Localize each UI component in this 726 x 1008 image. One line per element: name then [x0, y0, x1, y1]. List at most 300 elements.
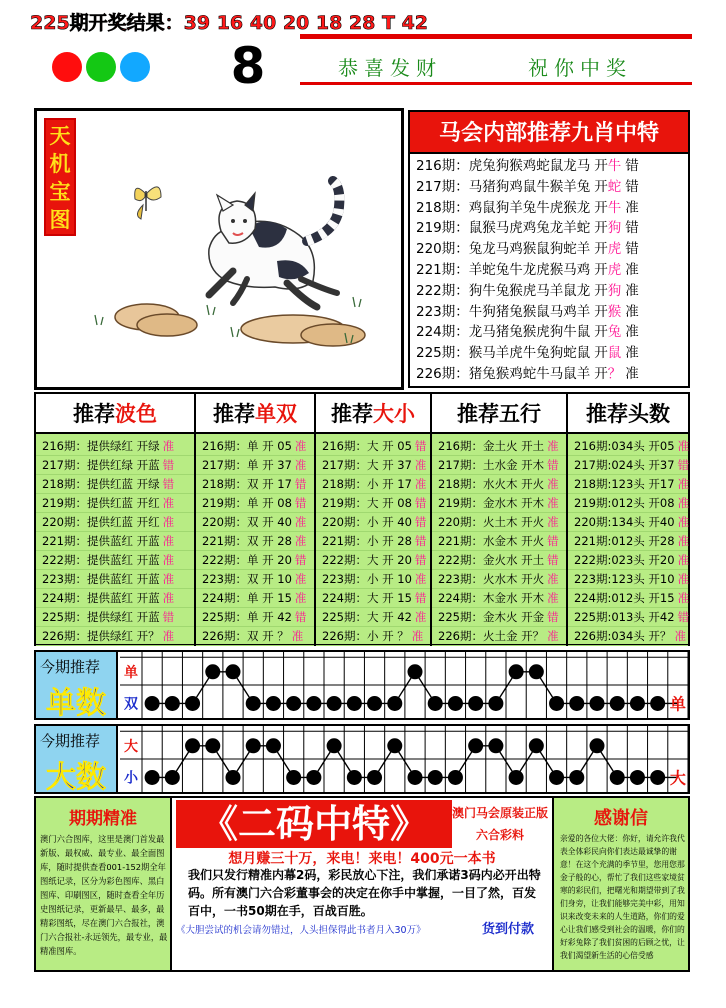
row-text: 220期：小 开 40: [322, 515, 412, 529]
cat-icon: [209, 181, 340, 307]
table-row: [568, 437, 688, 456]
blue-ball-icon: [120, 52, 150, 82]
trend-dot: [448, 696, 463, 711]
trend-dot: [145, 696, 160, 711]
row-label-top: 大: [124, 738, 138, 755]
row-result: 准: [677, 591, 690, 605]
table-row: [432, 570, 566, 589]
head-emphasis: 大小: [373, 401, 415, 426]
row-animals: 马猪狗鸡鼠牛猴羊兔: [468, 178, 591, 195]
row-text: 217期：大 开 37: [322, 458, 412, 472]
table-row: [316, 513, 430, 532]
row-text: 218期:123头 开17: [574, 477, 675, 491]
big-small-label: [36, 726, 118, 795]
table-row: [432, 589, 566, 608]
trend-dot: [468, 696, 483, 711]
row-result: 准: [625, 199, 639, 216]
two-code-slogan: 想月赚三十万，来电！来电！400元一本书: [228, 851, 496, 867]
row-animals: 猴马羊虎牛兔狗蛇鼠: [468, 345, 591, 362]
trend-dot: [226, 770, 241, 785]
row-result: 错: [547, 458, 559, 472]
row-result: 准: [625, 345, 639, 362]
trend-dot: [610, 696, 625, 711]
row-text: 226期：火土金 开？: [438, 629, 545, 643]
row-text: 217期：提供红绿 开蓝: [42, 458, 160, 472]
trend-dot: [549, 770, 564, 785]
column-bose-rows: [36, 434, 194, 646]
row-text: 217期：土水金 开木: [438, 458, 545, 472]
table-row: [36, 627, 194, 646]
table-row: [36, 494, 194, 513]
table-row: [568, 456, 688, 475]
nine-zodiac-row: [416, 322, 688, 343]
table-row: [196, 456, 314, 475]
table-row: [196, 475, 314, 494]
table-row: [316, 608, 430, 627]
table-row: [196, 627, 314, 646]
row-open-label: 开: [594, 199, 608, 216]
row-animals: 鼠猴马虎鸡兔龙羊蛇: [468, 220, 591, 237]
table-row: [568, 494, 688, 513]
table-row: [36, 475, 194, 494]
row-open-label: 开: [594, 241, 608, 258]
row-text: 220期：双 开 40: [202, 515, 292, 529]
nine-zodiac-row: [416, 281, 688, 302]
trend-dot: [408, 770, 423, 785]
row-animals: 羊蛇兔牛龙虎猴马鸡: [468, 261, 591, 278]
row-period: 222期：: [416, 282, 469, 299]
nine-zodiac-row: [416, 218, 688, 239]
row-text: 226期：双 开 ？: [202, 629, 289, 643]
big-small-trend-panel: [34, 724, 690, 794]
row-result: 准: [411, 629, 424, 643]
nine-zodiac-row: [416, 239, 688, 260]
trend-dot: [286, 696, 301, 711]
row-text: 216期：金土火 开土: [438, 439, 545, 453]
row-result: 错: [294, 477, 307, 491]
column-daxiao-head: [316, 394, 430, 434]
big-small-trend-grid: [120, 726, 688, 792]
row-text: 218期：小 开 17: [322, 477, 412, 491]
trend-dot: [286, 770, 301, 785]
trend-result-label: 大: [669, 768, 686, 788]
row-text: 216期：单 开 05: [202, 439, 292, 453]
row-text: 222期：大 开 20: [322, 553, 412, 567]
table-row: [432, 456, 566, 475]
head-prefix: 推荐: [213, 401, 255, 426]
row-text: 219期：提供红蓝 开红: [42, 496, 160, 510]
odd-even-label: [36, 652, 118, 721]
row-text: 221期：提供蓝红 开蓝: [42, 534, 160, 548]
row-result: 准: [625, 282, 639, 299]
row-result: 准: [162, 629, 175, 643]
trend-dot: [266, 696, 281, 711]
row-result: 错: [414, 515, 427, 529]
table-row: [196, 532, 314, 551]
table-row: [432, 513, 566, 532]
row-result: 错: [414, 553, 427, 567]
table-row: [316, 570, 430, 589]
row-period: 220期：: [416, 241, 469, 258]
thanks-title: 感谢信: [594, 808, 648, 829]
rocks-icon: [115, 304, 365, 346]
row-text: 217期：单 开 37: [202, 458, 292, 472]
nine-zodiac-row: [416, 198, 688, 219]
row-period: 218期：: [416, 199, 469, 216]
table-row: [316, 475, 430, 494]
row-result: 错: [294, 553, 307, 567]
row-result: 准: [162, 515, 175, 529]
row-result: 错: [625, 220, 639, 237]
column-danshuang-rows: [196, 434, 314, 646]
two-code-side-note: 澳门马会原装正版六合彩料: [452, 806, 549, 842]
row-hit-zodiac: 兔: [607, 324, 622, 341]
row-result: 准: [291, 629, 304, 643]
row-period: 216期：: [416, 158, 469, 174]
row-result: 错: [677, 458, 690, 472]
nine-zodiac-list: [408, 154, 690, 388]
row-label-bottom: 小: [124, 770, 138, 787]
trend-dot: [367, 696, 382, 711]
panel-label-top: 今期推荐: [40, 732, 101, 750]
row-open-label: 开: [594, 158, 608, 174]
row-result: 错: [625, 178, 639, 195]
row-period: 225期：: [416, 345, 469, 362]
row-label-top: 单: [124, 664, 138, 681]
nine-zodiac-row: [416, 343, 688, 364]
column-bose: [36, 394, 196, 644]
trend-dot: [185, 696, 200, 711]
row-period: 217期：: [416, 178, 469, 195]
row-result: 错: [625, 158, 639, 174]
row-result: 准: [414, 610, 427, 624]
row-text: 226期:034头 开？: [574, 629, 672, 643]
slogan-fortune: 恭喜发财: [338, 56, 442, 80]
trend-dot: [145, 770, 160, 785]
row-text: 220期:134头 开40: [574, 515, 675, 529]
row-text: 223期：小 开 10: [322, 572, 412, 586]
column-danshuang-head: [196, 394, 314, 434]
row-result: 准: [677, 553, 690, 567]
row-text: 223期:123头 开10: [574, 572, 675, 586]
row-result: 准: [547, 591, 559, 605]
row-text: 222期：提供蓝红 开蓝: [42, 553, 160, 567]
column-wuxing-rows: [432, 434, 566, 646]
nine-zodiac-title: 马会内部推荐九肖中特: [408, 110, 690, 154]
row-result: 错: [414, 496, 427, 510]
table-row: [432, 551, 566, 570]
row-hit-zodiac: 蛇: [607, 178, 622, 195]
column-toushu-head: 推荐头数: [568, 394, 688, 434]
row-result: 准: [547, 629, 559, 643]
table-row: [568, 608, 688, 627]
table-row: [316, 589, 430, 608]
row-result: 准: [162, 496, 175, 510]
table-row: [36, 532, 194, 551]
row-result: 错: [547, 534, 559, 548]
row-result: 错: [162, 610, 175, 624]
table-row: [568, 475, 688, 494]
row-text: 218期：水火木 开火: [438, 477, 545, 491]
column-daxiao-rows: [316, 434, 430, 646]
row-hit-zodiac: 牛: [607, 158, 622, 174]
trend-dot: [488, 696, 503, 711]
trend-dot: [408, 664, 423, 679]
row-result: 错: [677, 610, 690, 624]
row-text: 223期：火水木 开火: [438, 572, 545, 586]
row-text: 219期：单 开 08: [202, 496, 292, 510]
row-text: 225期:013头 开42: [574, 610, 675, 624]
head-prefix: 推荐: [331, 401, 373, 426]
row-text: 226期：提供绿红 开？: [42, 629, 160, 643]
row-hit-zodiac: 鼠: [607, 345, 622, 362]
row-text: 224期：木金水 开木: [438, 591, 545, 605]
head-prefix: 推荐: [73, 401, 115, 426]
table-row: [432, 437, 566, 456]
nine-zodiac-row: [416, 260, 688, 281]
trend-dot: [387, 696, 402, 711]
row-text: 221期：水金木 开火: [438, 534, 545, 548]
table-row: [432, 627, 566, 646]
row-result: 准: [294, 534, 307, 548]
row-result: 准: [162, 572, 175, 586]
trend-dot: [488, 738, 503, 753]
trend-dot: [428, 696, 443, 711]
table-row: [568, 532, 688, 551]
row-hit-zodiac: 牛: [607, 199, 622, 216]
trend-dot: [610, 770, 625, 785]
trend-dot: [246, 738, 261, 753]
row-result: 准: [294, 572, 307, 586]
row-result: 准: [625, 324, 639, 341]
trend-dot: [529, 738, 544, 753]
row-result: 准: [625, 303, 639, 320]
trend-dot: [650, 770, 665, 785]
row-result: 错: [547, 553, 559, 567]
row-text: 226期：小 开 ？: [322, 629, 409, 643]
table-row: [568, 570, 688, 589]
table-row: [36, 513, 194, 532]
table-row: [568, 589, 688, 608]
row-open-label: 开: [594, 282, 608, 299]
row-label-bottom: 双: [124, 696, 138, 713]
header-rule-bottom: [300, 82, 692, 85]
row-text: 219期：大 开 08: [322, 496, 412, 510]
table-row: [316, 627, 430, 646]
row-animals: 龙马猪兔猴虎狗牛鼠: [468, 324, 591, 341]
recommendation-table: [34, 392, 690, 646]
two-code-body: 我们只发行精准内幕2码，彩民放心下注，我们承诺3码内必开出特码。所有澳门六合彩董事会的决定在你手中掌握，一目了然，百发百中，一书50期在手，百战百胜。: [188, 868, 541, 918]
trend-dot: [590, 696, 605, 711]
column-danshuang: [196, 394, 316, 644]
row-text: 222期:023头 开20: [574, 553, 675, 567]
row-open-label: 开: [594, 261, 608, 278]
row-result: 准: [294, 591, 307, 605]
row-hit-zodiac: 狗: [607, 220, 622, 237]
row-result: 准: [414, 572, 427, 586]
row-result: 准: [625, 261, 639, 278]
trend-dot: [327, 738, 342, 753]
row-result: 准: [414, 477, 427, 491]
row-result: 准: [162, 534, 175, 548]
row-text: 219期：金水木 开木: [438, 496, 545, 510]
row-text: 225期：单 开 42: [202, 610, 292, 624]
trend-dot: [205, 738, 220, 753]
row-hit-zodiac: 猴: [607, 303, 622, 320]
panel-label-big: 大数: [46, 760, 106, 795]
table-row: [196, 551, 314, 570]
row-result: 错: [294, 610, 307, 624]
row-result: 准: [547, 477, 559, 491]
trend-dot: [509, 664, 524, 679]
row-hit-zodiac: 虎: [607, 261, 622, 278]
row-animals: 猪兔猴鸡蛇牛马鼠羊: [468, 365, 591, 382]
table-row: [196, 608, 314, 627]
table-row: [316, 551, 430, 570]
row-hit-zodiac: 狗: [607, 282, 622, 299]
red-ball-icon: [52, 52, 82, 82]
nine-zodiac-row: [416, 302, 688, 323]
row-text: 224期：提供蓝红 开蓝: [42, 591, 160, 605]
table-row: [316, 437, 430, 456]
nine-zodiac-row: [416, 156, 688, 177]
row-text: 216期:034头 开05: [574, 439, 675, 453]
row-period: 224期：: [416, 324, 469, 341]
row-text: 224期：大 开 15: [322, 591, 412, 605]
row-result: 准: [547, 572, 559, 586]
row-result: 错: [414, 591, 427, 605]
table-row: [432, 532, 566, 551]
table-row: [568, 551, 688, 570]
row-result: 准: [162, 439, 175, 453]
row-period: 221期：: [416, 261, 469, 278]
row-result: 准: [294, 515, 307, 529]
row-text: 225期：提供绿红 开蓝: [42, 610, 160, 624]
cat-butterfly-illustration: [37, 111, 401, 387]
row-text: 225期：大 开 42: [322, 610, 412, 624]
row-animals: 鸡鼠狗羊兔牛虎猴龙: [468, 199, 591, 216]
trend-dot: [428, 770, 443, 785]
nine-zodiac-row: [416, 177, 688, 198]
accuracy-title: 期期精准: [69, 809, 137, 829]
row-result: 准: [547, 515, 559, 529]
row-result: 准: [414, 458, 427, 472]
row-result: 错: [625, 241, 639, 258]
trend-dot: [205, 664, 220, 679]
table-row: [36, 589, 194, 608]
row-result: 准: [625, 365, 639, 382]
slogan-winning: 祝你中奖: [528, 56, 632, 80]
row-result: 准: [294, 458, 307, 472]
row-period: 226期：: [416, 365, 469, 382]
column-wuxing-head: 推荐五行: [432, 394, 566, 434]
column-toushu: [568, 394, 688, 644]
row-result: 准: [162, 591, 175, 605]
cash-on-delivery-label: 货到付款: [481, 922, 534, 937]
row-result: 准: [547, 439, 559, 453]
trend-dot: [590, 738, 605, 753]
row-text: 221期：双 开 28: [202, 534, 292, 548]
table-row: [568, 513, 688, 532]
mystery-picture-panel: [34, 108, 404, 390]
table-row: [196, 570, 314, 589]
trend-dot: [306, 770, 321, 785]
table-row: [432, 475, 566, 494]
trend-dot: [509, 770, 524, 785]
trend-dot: [246, 696, 261, 711]
row-text: 223期：双 开 10: [202, 572, 292, 586]
table-row: [36, 551, 194, 570]
row-text: 222期：单 开 20: [202, 553, 292, 567]
trend-dot: [327, 696, 342, 711]
row-result: 错: [547, 610, 559, 624]
table-row: [316, 532, 430, 551]
green-ball-icon: [86, 52, 116, 82]
row-result: 准: [677, 572, 690, 586]
row-result: 准: [294, 439, 307, 453]
column-bose-head: [36, 394, 194, 434]
table-row: [316, 456, 430, 475]
nine-zodiac-row: [416, 364, 688, 385]
table-row: [36, 570, 194, 589]
table-row: [568, 627, 688, 646]
trend-dot: [630, 770, 645, 785]
trend-dot: [226, 664, 241, 679]
table-row: [432, 608, 566, 627]
butterfly-icon: [135, 187, 161, 219]
row-text: 216期：提供绿红 开绿: [42, 439, 160, 453]
table-row: [36, 456, 194, 475]
draw-result-banner: 225期开奖结果：39 16 40 20 18 28 T 42: [30, 12, 429, 34]
row-result: 准: [674, 629, 686, 643]
trend-dot: [387, 738, 402, 753]
row-result: 准: [677, 439, 690, 453]
row-result: 准: [677, 515, 690, 529]
row-result: 准: [677, 496, 690, 510]
row-result: 错: [162, 477, 175, 491]
row-open-label: 开: [594, 220, 608, 237]
trend-dot: [185, 738, 200, 753]
tianji-label: 天机宝图: [44, 118, 76, 236]
row-text: 224期：单 开 15: [202, 591, 292, 605]
trend-dot: [630, 696, 645, 711]
row-result: 错: [414, 534, 427, 548]
row-text: 221期:012头 开28: [574, 534, 675, 548]
table-row: [196, 494, 314, 513]
row-result: 错: [414, 439, 427, 453]
row-period: 223期：: [416, 303, 469, 320]
head-emphasis: 单双: [255, 401, 297, 426]
accuracy-text: 澳门六合图库，这里是澳门首发最新版、最权威、最专业、最全面图库，随时提供查看001-152期全年图纸记录，区分为彩色图库、黑白图库、印刷图区，随时查看全年历史图纸记录，更新最早、最多，最精彩图纸，尽在澳门六合报社，澳门六合报社-永远领先，最专业，最精准图库。: [40, 834, 168, 956]
trend-dot: [549, 696, 564, 711]
trend-dot: [306, 696, 321, 711]
row-result: 错: [162, 458, 175, 472]
row-open-label: 开: [594, 324, 608, 341]
column-daxiao: [316, 394, 432, 644]
panel-label-top: 今期推荐: [40, 658, 101, 676]
table-row: [316, 494, 430, 513]
row-animals: 兔龙马鸡猴鼠狗蛇羊: [468, 241, 591, 258]
row-text: 224期:012头 开15: [574, 591, 675, 605]
column-toushu-rows: [568, 434, 688, 646]
trend-dot: [347, 770, 362, 785]
trend-dot: [468, 738, 483, 753]
row-text: 216期：大 开 05: [322, 439, 412, 453]
row-open-label: 开: [594, 365, 608, 382]
trend-dot: [529, 664, 544, 679]
table-row: [36, 437, 194, 456]
panel-label-big: 单数: [46, 686, 106, 721]
